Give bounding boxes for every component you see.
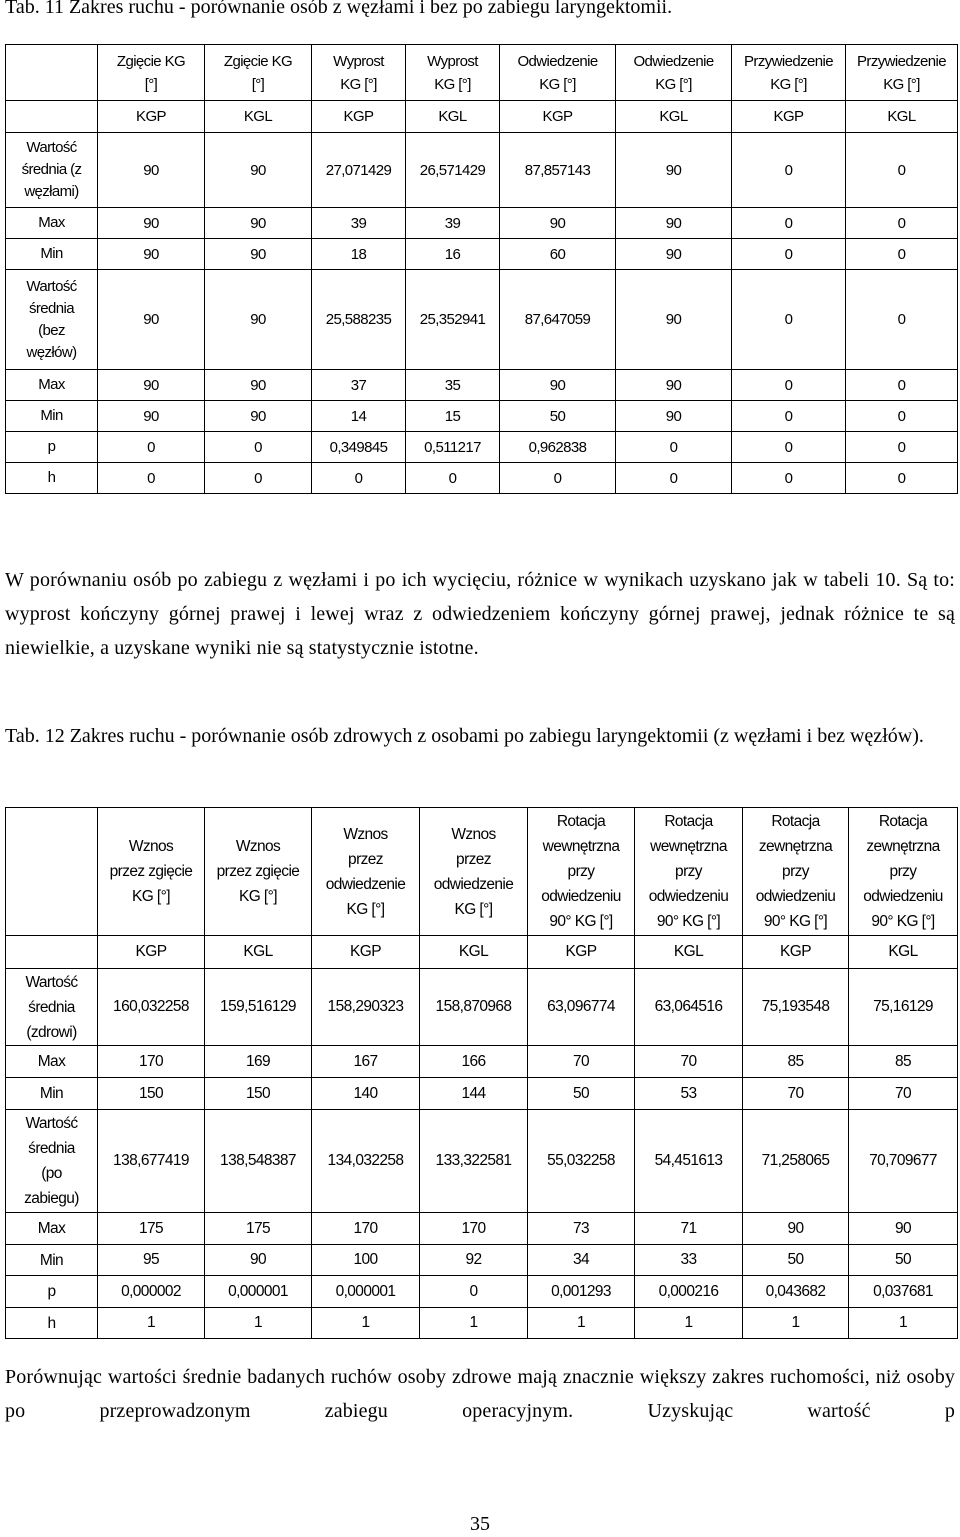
table-cell: 90: [205, 239, 312, 270]
table-cell: 16: [406, 239, 500, 270]
table-12-caption: Tab. 12 Zakres ruchu - porównanie osób zdrowych z osobami po zabiegu laryngektomii (z węzłami i bez węzłów).: [5, 725, 924, 747]
table-cell: 90: [205, 208, 312, 239]
table-row: [6, 239, 958, 270]
table-cell: 75,16129: [849, 969, 958, 1046]
table-cell: 0: [312, 463, 406, 494]
range-of-motion-table-healthy: [5, 807, 958, 1339]
table-row: [6, 1276, 958, 1308]
table-row: [6, 370, 958, 401]
table-cell: 73: [528, 1213, 635, 1245]
table-cell: 35: [406, 370, 500, 401]
table-cell: 70: [635, 1046, 743, 1078]
table-row: [6, 1078, 958, 1110]
table-cell: 0,000216: [635, 1276, 743, 1308]
table-cell: 0: [846, 270, 958, 370]
table-cell: 1: [420, 1308, 528, 1339]
table-cell: 0: [846, 432, 958, 463]
side-header: KGL: [406, 101, 500, 133]
side-header: KGP: [743, 936, 849, 969]
side-header: KGP: [312, 101, 406, 133]
table-cell: 0: [846, 401, 958, 432]
table-cell: 90: [849, 1213, 958, 1245]
side-header: KGP: [732, 101, 846, 133]
table-cell: 0: [406, 463, 500, 494]
table-cell: 0: [732, 133, 846, 208]
table-row: [6, 270, 958, 370]
table-cell: 166: [420, 1046, 528, 1078]
column-header: Wznos przez odwiedzenie KG [°]: [420, 808, 528, 936]
page-number: 35: [470, 1513, 490, 1535]
table-cell: 90: [205, 370, 312, 401]
table-cell: 169: [205, 1046, 312, 1078]
row-label: Max: [6, 1213, 98, 1245]
table-cell: 0: [846, 370, 958, 401]
table-cell: 158,870968: [420, 969, 528, 1046]
table-cell: 138,548387: [205, 1110, 312, 1213]
table-cell: 90: [616, 133, 732, 208]
column-header: Zgięcie KG [°]: [205, 45, 312, 101]
table-cell: 95: [98, 1245, 205, 1276]
corner-cell: [6, 101, 98, 133]
table-cell: 170: [312, 1213, 420, 1245]
table-cell: 90: [205, 1245, 312, 1276]
table-cell: 0: [205, 432, 312, 463]
table-cell: 1: [98, 1308, 205, 1339]
table-cell: 0,511217: [406, 432, 500, 463]
table-cell: 0: [732, 432, 846, 463]
table-cell: 90: [616, 239, 732, 270]
table-cell: 90: [98, 133, 205, 208]
table-cell: 0: [732, 370, 846, 401]
table-row: [6, 969, 958, 1046]
table-cell: 0: [500, 463, 616, 494]
table-cell: 90: [98, 239, 205, 270]
table-cell: 34: [528, 1245, 635, 1276]
column-header: Odwiedzenie KG [°]: [616, 45, 732, 101]
table-cell: 160,032258: [98, 969, 205, 1046]
side-header: KGP: [98, 101, 205, 133]
table-cell: 70: [743, 1078, 849, 1110]
table-cell: 90: [98, 401, 205, 432]
side-header: KGP: [98, 936, 205, 969]
table-cell: 71: [635, 1213, 743, 1245]
table-cell: 0: [732, 463, 846, 494]
corner-cell: [6, 936, 98, 969]
table-cell: 26,571429: [406, 133, 500, 208]
side-row: [6, 936, 958, 969]
table-cell: 0,962838: [500, 432, 616, 463]
table-cell: 90: [616, 270, 732, 370]
table-cell: 18: [312, 239, 406, 270]
row-label: Max: [6, 208, 98, 239]
table-cell: 50: [743, 1245, 849, 1276]
table-cell: 87,647059: [500, 270, 616, 370]
column-header: Rotacja zewnętrzna przy odwiedzeniu 90° KG [°]: [743, 808, 849, 936]
table-cell: 0,037681: [849, 1276, 958, 1308]
table-cell: 15: [406, 401, 500, 432]
table-cell: 90: [205, 401, 312, 432]
column-header: Wyprost KG [°]: [406, 45, 500, 101]
table-cell: 138,677419: [98, 1110, 205, 1213]
row-label: h: [6, 463, 98, 494]
column-header: Przywiedzenie KG [°]: [846, 45, 958, 101]
table-cell: 158,290323: [312, 969, 420, 1046]
row-label: Wartość średnia (bez węzłów): [6, 270, 98, 370]
table-row: [6, 1308, 958, 1339]
table-cell: 0: [98, 463, 205, 494]
table-row: [6, 1213, 958, 1245]
column-header: Wznos przez odwiedzenie KG [°]: [312, 808, 420, 936]
side-header: KGL: [846, 101, 958, 133]
table-cell: 70,709677: [849, 1110, 958, 1213]
table-cell: 0,000001: [205, 1276, 312, 1308]
table-cell: 170: [420, 1213, 528, 1245]
table-cell: 39: [406, 208, 500, 239]
table-row: [6, 401, 958, 432]
table-cell: 0: [98, 432, 205, 463]
table-cell: 1: [743, 1308, 849, 1339]
table-row: [6, 463, 958, 494]
side-header: KGP: [528, 936, 635, 969]
table-cell: 140: [312, 1078, 420, 1110]
table-cell: 33: [635, 1245, 743, 1276]
table-cell: 0: [616, 432, 732, 463]
table-cell: 50: [528, 1078, 635, 1110]
table-cell: 87,857143: [500, 133, 616, 208]
table-cell: 170: [98, 1046, 205, 1078]
side-row: [6, 101, 958, 133]
table-cell: 0,043682: [743, 1276, 849, 1308]
row-label: Min: [6, 1078, 98, 1110]
column-header: Odwiedzenie KG [°]: [500, 45, 616, 101]
conclusion-paragraph: Porównując wartości średnie badanych ruchów osoby zdrowe mają znacznie większy zakres ruchomości, niż osoby po przeprowadzonym zabiegu operacyjnym. Uzyskując wartość p: [5, 1366, 955, 1422]
table-cell: 0: [732, 401, 846, 432]
corner-cell: [6, 808, 98, 936]
row-label: Max: [6, 1046, 98, 1078]
table-cell: 25,352941: [406, 270, 500, 370]
table-cell: 0: [846, 239, 958, 270]
row-label: Min: [6, 401, 98, 432]
table-cell: 90: [98, 208, 205, 239]
table-cell: 55,032258: [528, 1110, 635, 1213]
table-cell: 53: [635, 1078, 743, 1110]
row-label: Max: [6, 370, 98, 401]
table-row: [6, 1245, 958, 1276]
comparison-paragraph: W porównaniu osób po zabiegu z węzłami i po ich wycięciu, różnice w wynikach uzyskano jak w tabeli 10. Są to: wyprost kończyny górnej prawej i lewej wraz z odwiedzeniem kończyny górnej prawej, jednak różnice te są niewielkie, a uzyskane wyniki nie są statystycznie istotne.: [5, 569, 955, 659]
table-cell: 70: [849, 1078, 958, 1110]
table-cell: 90: [205, 270, 312, 370]
row-label: Min: [6, 239, 98, 270]
table-cell: 0: [846, 463, 958, 494]
column-header: Rotacja zewnętrzna przy odwiedzeniu 90° KG [°]: [849, 808, 958, 936]
row-label: Wartość średnia (z węzłami): [6, 133, 98, 208]
table-cell: 175: [205, 1213, 312, 1245]
table-cell: 75,193548: [743, 969, 849, 1046]
table-row: [6, 432, 958, 463]
table-cell: 1: [849, 1308, 958, 1339]
corner-cell: [6, 45, 98, 101]
table-cell: 0: [846, 133, 958, 208]
side-header: KGL: [635, 936, 743, 969]
table-cell: 1: [635, 1308, 743, 1339]
table-cell: 175: [98, 1213, 205, 1245]
column-header: Przywiedzenie KG [°]: [732, 45, 846, 101]
row-label: Wartość średnia (po zabiegu): [6, 1110, 98, 1213]
table-cell: 0: [616, 463, 732, 494]
table-cell: 63,096774: [528, 969, 635, 1046]
table-cell: 70: [528, 1046, 635, 1078]
row-label: h: [6, 1308, 98, 1339]
table-cell: 39: [312, 208, 406, 239]
table-cell: 167: [312, 1046, 420, 1078]
table-row: [6, 133, 958, 208]
column-header: Wznos przez zgięcie KG [°]: [98, 808, 205, 936]
table-cell: 0: [205, 463, 312, 494]
side-header: KGP: [312, 936, 420, 969]
table-cell: 134,032258: [312, 1110, 420, 1213]
table-cell: 90: [616, 370, 732, 401]
table-cell: 0,000002: [98, 1276, 205, 1308]
table-row: [6, 208, 958, 239]
table-row: [6, 1046, 958, 1078]
table-cell: 60: [500, 239, 616, 270]
table-cell: 90: [98, 270, 205, 370]
table-cell: 90: [98, 370, 205, 401]
side-header: KGL: [205, 936, 312, 969]
table-cell: 0,000001: [312, 1276, 420, 1308]
column-header: Rotacja wewnętrzna przy odwiedzeniu 90° KG [°]: [528, 808, 635, 936]
table-cell: 100: [312, 1245, 420, 1276]
side-header: KGL: [849, 936, 958, 969]
side-header: KGL: [420, 936, 528, 969]
table-cell: 50: [500, 401, 616, 432]
table-cell: 150: [205, 1078, 312, 1110]
table-cell: 90: [500, 208, 616, 239]
range-of-motion-table-nodes: [5, 44, 958, 494]
table-cell: 90: [743, 1213, 849, 1245]
side-header: KGP: [500, 101, 616, 133]
table-cell: 1: [205, 1308, 312, 1339]
table-cell: 133,322581: [420, 1110, 528, 1213]
column-header: Zgięcie KG [°]: [98, 45, 205, 101]
table-cell: 90: [616, 208, 732, 239]
column-header: Wyprost KG [°]: [312, 45, 406, 101]
table-cell: 50: [849, 1245, 958, 1276]
table-cell: 150: [98, 1078, 205, 1110]
table-cell: 1: [312, 1308, 420, 1339]
table-cell: 27,071429: [312, 133, 406, 208]
column-header: Wznos przez zgięcie KG [°]: [205, 808, 312, 936]
table-cell: 0: [732, 270, 846, 370]
table-cell: 54,451613: [635, 1110, 743, 1213]
table-cell: 14: [312, 401, 406, 432]
row-label: p: [6, 1276, 98, 1308]
table-cell: 159,516129: [205, 969, 312, 1046]
table-cell: 71,258065: [743, 1110, 849, 1213]
row-label: Min: [6, 1245, 98, 1276]
table-cell: 0: [732, 239, 846, 270]
table-11-caption: Tab. 11 Zakres ruchu - porównanie osób z węzłami i bez po zabiegu laryngektomii.: [5, 0, 673, 18]
table-cell: 37: [312, 370, 406, 401]
table-cell: 0,001293: [528, 1276, 635, 1308]
table-cell: 144: [420, 1078, 528, 1110]
table-cell: 85: [743, 1046, 849, 1078]
column-header: Rotacja wewnętrzna przy odwiedzeniu 90° KG [°]: [635, 808, 743, 936]
row-label: p: [6, 432, 98, 463]
table-cell: 92: [420, 1245, 528, 1276]
row-label: Wartość średnia (zdrowi): [6, 969, 98, 1046]
side-header: KGL: [616, 101, 732, 133]
table-cell: 25,588235: [312, 270, 406, 370]
table-cell: 0: [420, 1276, 528, 1308]
header-row: [6, 45, 958, 101]
header-row: [6, 808, 958, 936]
table-cell: 63,064516: [635, 969, 743, 1046]
table-cell: 85: [849, 1046, 958, 1078]
table-cell: 0: [846, 208, 958, 239]
table-cell: 0: [732, 208, 846, 239]
table-cell: 90: [500, 370, 616, 401]
table-cell: 0,349845: [312, 432, 406, 463]
side-header: KGL: [205, 101, 312, 133]
table-cell: 90: [616, 401, 732, 432]
table-cell: 90: [205, 133, 312, 208]
table-row: [6, 1110, 958, 1213]
table-cell: 1: [528, 1308, 635, 1339]
